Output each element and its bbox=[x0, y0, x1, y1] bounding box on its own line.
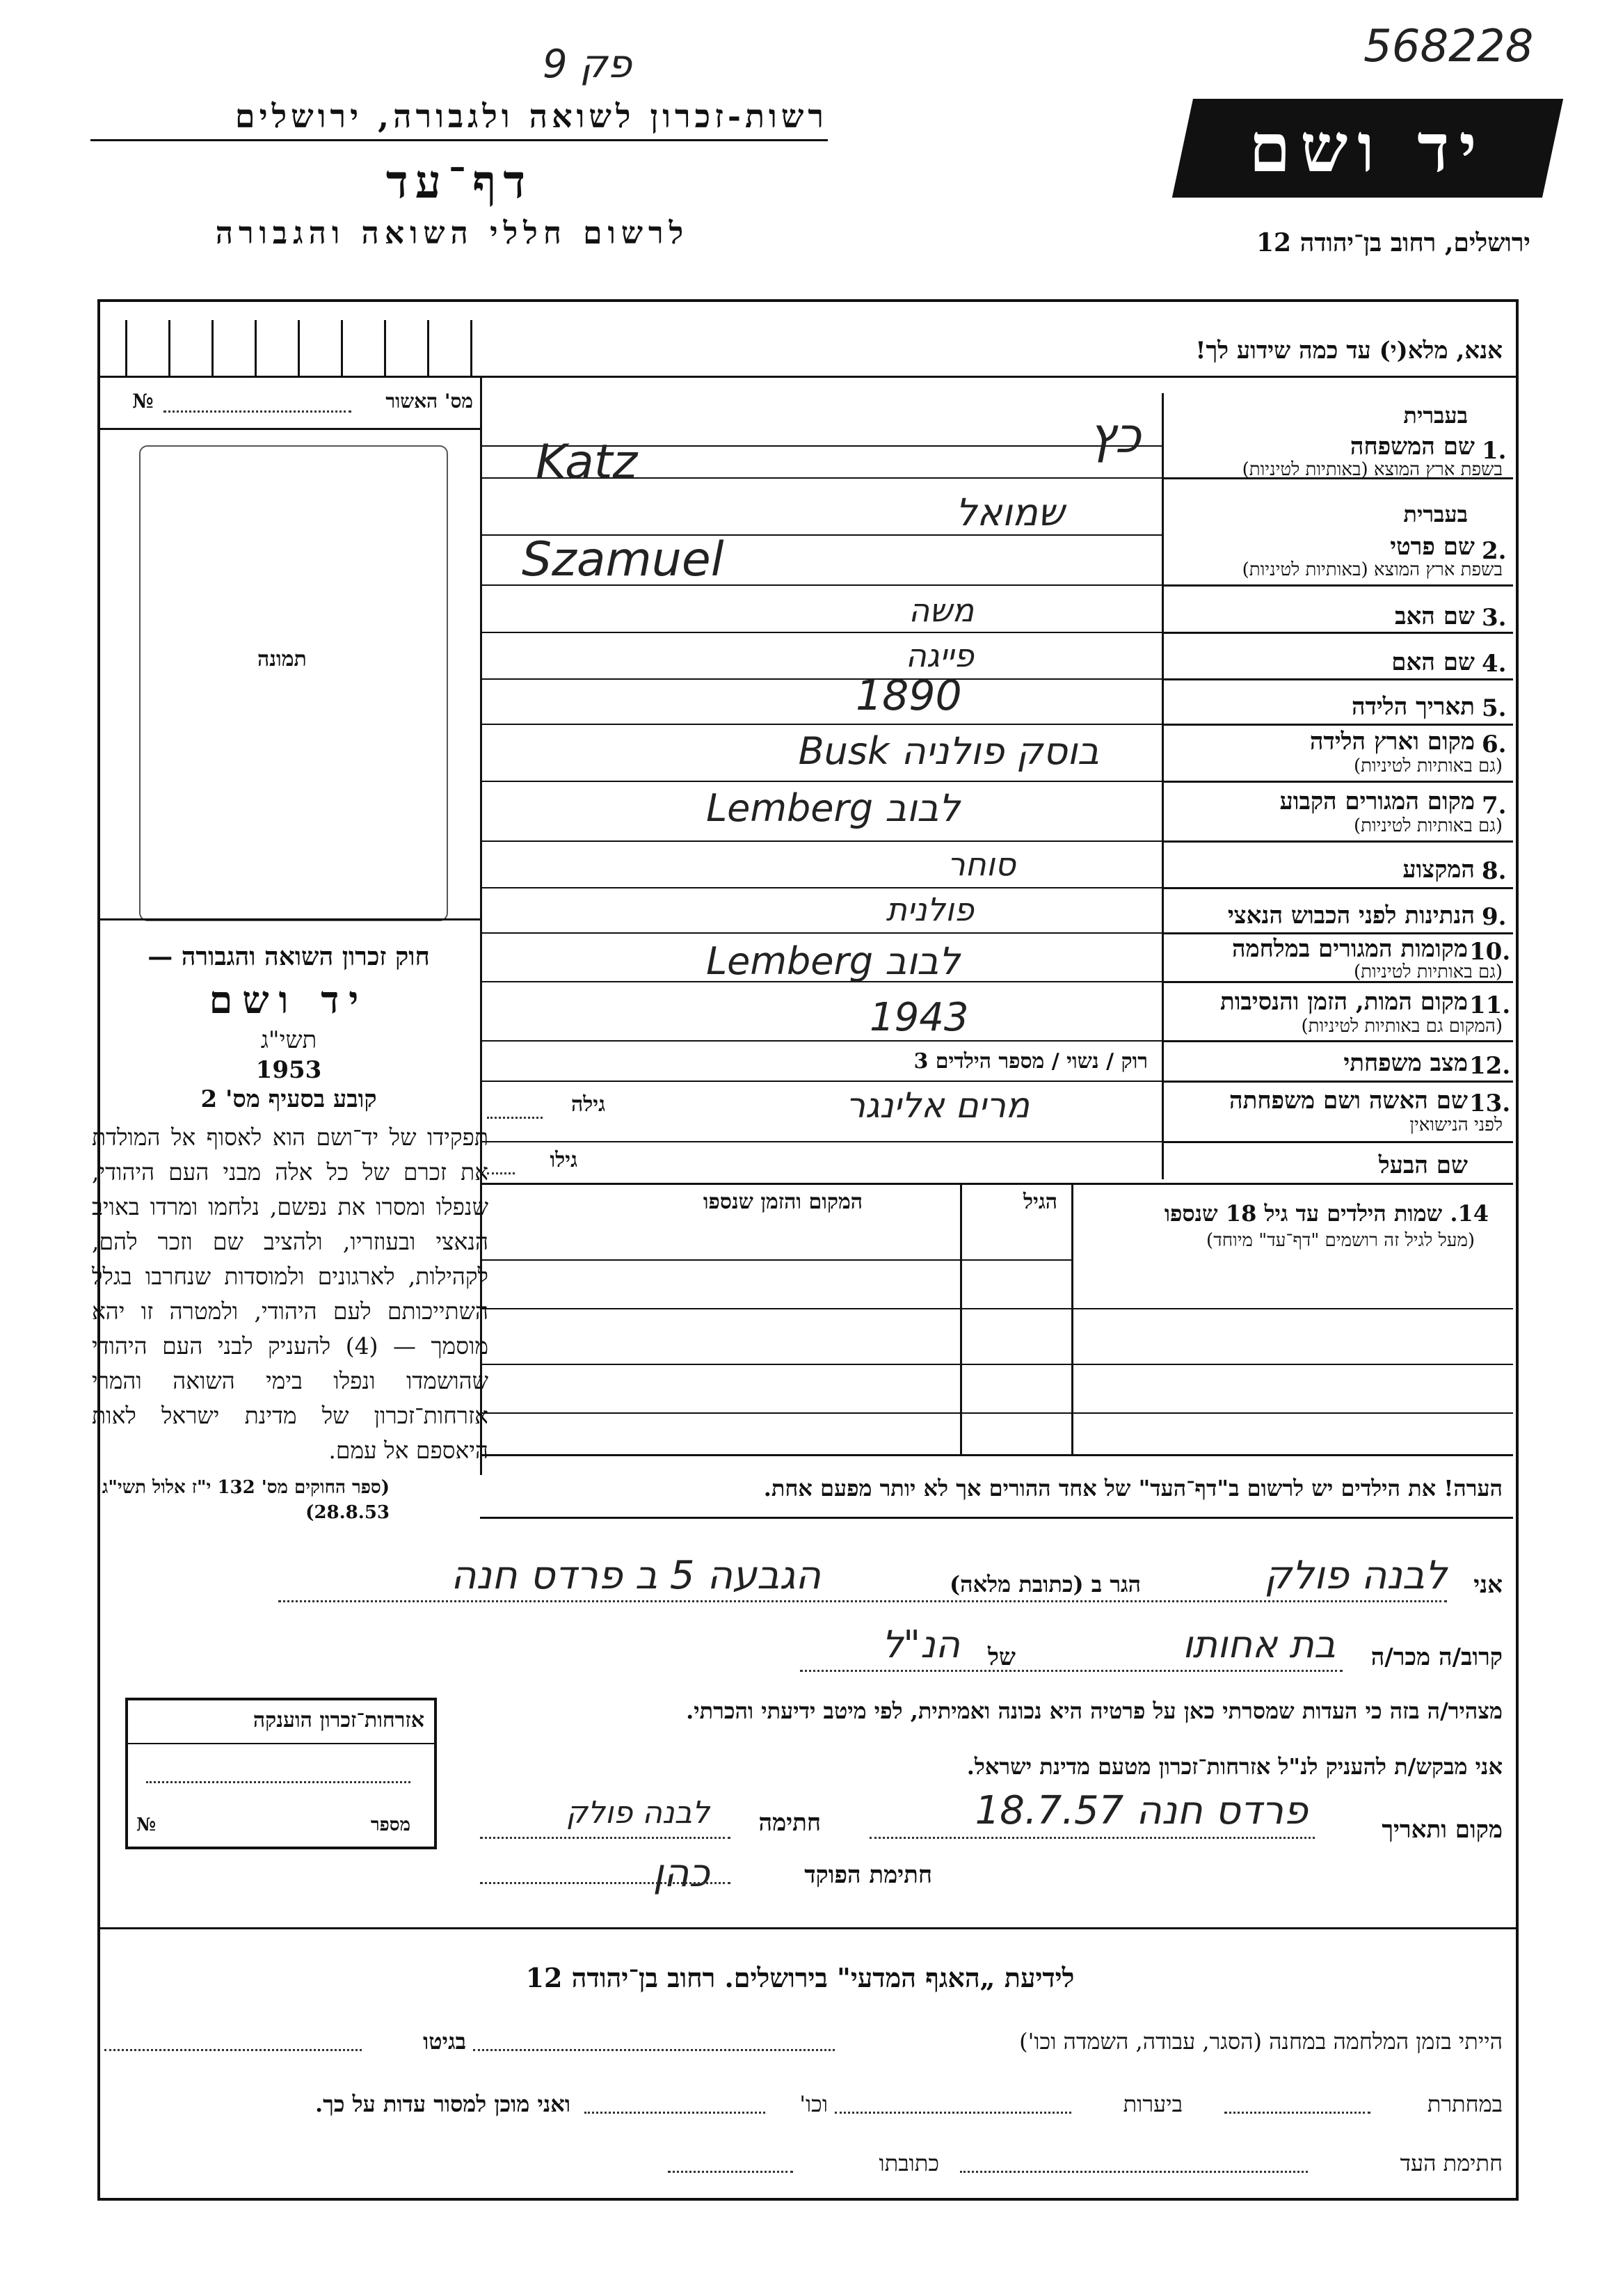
field-7-sub: (גם באותיות לטיניות) bbox=[1353, 815, 1503, 836]
field-10-num: 10. bbox=[1469, 938, 1511, 966]
field-4-label: שם האם bbox=[1391, 648, 1475, 676]
statement-1: מצהיר/ה בזה כי העדות שמסרתי כאן על פרטיה היא נכונה ואמיתית, לפי מיטב ידיעתי והכרתי. bbox=[686, 1698, 1503, 1724]
footer-line2d: ואני מוכן למסור עדות על כך. bbox=[314, 2091, 570, 2117]
of-value[interactable]: הנ"ל bbox=[881, 1623, 960, 1666]
field-9-label: הנתינות לפני הכבוש הנאצי bbox=[1227, 902, 1475, 930]
address: ירושלים, רחוב בן־יהודה 12 bbox=[1256, 228, 1530, 257]
field-1-lang: בעברית bbox=[1403, 402, 1468, 429]
field-6-value[interactable]: בוסק פולניה Busk bbox=[798, 729, 1099, 773]
place-date-label: מקום ותאריך bbox=[1382, 1816, 1503, 1844]
clerk-signature[interactable]: כהן bbox=[653, 1851, 710, 1896]
field-7-value[interactable]: לבוב Lemberg bbox=[706, 786, 960, 830]
field-2-latin-value[interactable]: Szamuel bbox=[522, 532, 724, 587]
field-6-sub: (גם באותיות לטיניות) bbox=[1353, 756, 1503, 776]
field-13-label: שם האשה ושם משפחתה bbox=[1229, 1087, 1468, 1115]
field-10-sub: (גם באותיות לטיניות) bbox=[1353, 962, 1503, 982]
wife-age-label: גילה bbox=[570, 1092, 605, 1117]
citizenship-number-label: מספר bbox=[370, 1815, 410, 1835]
law-title: חוק זכרון השואה והגבורה — bbox=[147, 942, 430, 971]
field-6-label: מקום וארץ הלידה bbox=[1309, 728, 1475, 756]
statement-2: אני מבקש/ת להעניק לנ"ל אזרחות־זכרון מטעם מדינת ישראל. bbox=[966, 1753, 1503, 1780]
photo-label: תמונה bbox=[257, 647, 307, 671]
field-13-num: 13. bbox=[1469, 1090, 1511, 1117]
field-2-label: שם פרטי bbox=[1390, 533, 1475, 561]
field-7-label: מקום המגורים הקבוע bbox=[1279, 788, 1475, 815]
footer-line2b: ביערות bbox=[1123, 2091, 1183, 2117]
field-1-hebrew-value[interactable]: כץ bbox=[1089, 407, 1141, 464]
citizenship-title: אזרחות־זכרון הוענקה bbox=[253, 1708, 424, 1732]
place-date-value[interactable]: פרדס חנה 18.7.57 bbox=[975, 1788, 1308, 1833]
field-4-num: 4. bbox=[1482, 650, 1507, 678]
field-13-sub: לפני הנישואין bbox=[1409, 1115, 1503, 1135]
children-place-header: המקום והזמן שנספו bbox=[703, 1190, 863, 1214]
law-reference: (ספר החוקים מס' 132 י"ז אלול תשי"ג 28.8.53) bbox=[102, 1477, 390, 1523]
field-3-label: שם האב bbox=[1395, 603, 1475, 630]
footer-line2c: וכו' bbox=[799, 2091, 828, 2117]
field-11-sub: (המקום גם באותיות לטיניות) bbox=[1301, 1016, 1503, 1037]
field-7-num: 7. bbox=[1482, 792, 1507, 820]
form-title: דף־עד bbox=[385, 154, 533, 209]
form-subtitle: לרשום חללי השואה והגבורה bbox=[215, 216, 689, 251]
address-label: הגר ב (כתובת מלאה) bbox=[950, 1571, 1141, 1597]
yad-vashem-logo: יד ושם bbox=[1172, 99, 1563, 198]
document-number: 568228 bbox=[1363, 21, 1534, 72]
field-10-value[interactable]: לבוב Lemberg bbox=[706, 939, 960, 983]
relative-label: קרוב/ה מכר/ה bbox=[1370, 1643, 1503, 1671]
note: הערה! את הילדים יש לרשום ב"דף־העד" של אחד ההורים אך לא יותר מפעם אחת. bbox=[763, 1475, 1503, 1501]
field-1-sub: בשפת ארץ המוצא (באותיות לטיניות) bbox=[1242, 459, 1503, 480]
husband-age-label: גילו bbox=[550, 1148, 577, 1172]
authority-title: רשות-זכרון לשואה ולגבורה, ירושלים bbox=[234, 97, 828, 135]
approval-no-sign: № bbox=[132, 390, 154, 413]
field-2-num: 2. bbox=[1482, 537, 1507, 565]
field-4-value[interactable]: פייגה bbox=[905, 637, 974, 674]
field-9-value[interactable]: פולנית bbox=[886, 891, 974, 928]
approval-number-boxes bbox=[125, 320, 473, 376]
field-8-label: המקצוע bbox=[1402, 856, 1475, 884]
field-1-label: שם המשפחה bbox=[1350, 433, 1475, 461]
field-11-num: 11. bbox=[1469, 991, 1511, 1019]
field-6-num: 6. bbox=[1482, 731, 1507, 758]
declarant-label: אני bbox=[1473, 1571, 1503, 1599]
field-10-label: מקומות המגורים במלחמה bbox=[1231, 935, 1468, 963]
field-3-value[interactable]: משה bbox=[909, 591, 974, 629]
field-8-value[interactable]: סוחר bbox=[947, 845, 1016, 883]
field-5-num: 5. bbox=[1482, 694, 1507, 722]
of-label: של bbox=[988, 1643, 1016, 1671]
declarant-address[interactable]: הגבעה 5 ב פרדס חנה bbox=[451, 1553, 821, 1598]
field-2-sub: בשפת ארץ המוצא (באותיות לטיניות) bbox=[1242, 559, 1503, 580]
field-5-label: תאריך הלידה bbox=[1351, 693, 1475, 721]
children-sub: (מעל לגיל זה רושמים "דף־עד" מיוחד) bbox=[1206, 1230, 1475, 1251]
husband-label: שם הבעל bbox=[1378, 1151, 1468, 1179]
field-13-value[interactable]: מרים אלינגר bbox=[845, 1085, 1030, 1126]
law-text: תפקידו של יד־ושם הוא לאסוף אל המולדת את זכרם של כל אלה מבני העם היהודי, שנפלו ומסרו את נפשם, נלחמו ומרדו באויב הנאצי ובעוזריו, ולהציב שם וזכר להם, לקהילות, לארגונים ולמוסדות שנחרבו בגלל השתייכותם לעם היהודי, ולמטרה זו יהא מוסמך — (4) להעניק לבני העם היהודי שהושמדו ונפלו בימי השואה והמרי אזרחות־זכרון של מדינת ישראל לאות היאספם אל עמם. bbox=[92, 1124, 489, 1464]
field-11-label: מקום המות, הזמן והנסיבות bbox=[1219, 988, 1468, 1016]
children-label: 14. שמות הילדים עד גיל 18 שנספו bbox=[1164, 1200, 1489, 1227]
field-9-num: 9. bbox=[1482, 903, 1507, 931]
instruction: אנא, מלא(י) עד כמה שידוע לך! bbox=[1195, 337, 1503, 365]
law-year: 1953 bbox=[255, 1056, 322, 1084]
footer-line3b: כתובתו bbox=[879, 2150, 939, 2176]
children-age-header: הגיל bbox=[1023, 1190, 1057, 1214]
page-mark: פק 9 bbox=[543, 42, 632, 87]
law-name: יד ושם bbox=[209, 978, 369, 1022]
field-2-lang: בעברית bbox=[1403, 501, 1468, 527]
field-1-num: 1. bbox=[1482, 437, 1507, 465]
footer-line2a: במחתרת bbox=[1427, 2091, 1503, 2117]
signature-value[interactable]: לבנה פולק bbox=[566, 1795, 710, 1831]
law-year-heb: תשי"ג bbox=[260, 1026, 317, 1054]
field-1-latin-value[interactable]: Katz bbox=[536, 435, 638, 490]
field-2-hebrew-value[interactable]: שמואל bbox=[955, 491, 1064, 534]
field-12-label: מצב משפחתי bbox=[1343, 1049, 1468, 1077]
field-11-value[interactable]: 1943 bbox=[870, 995, 969, 1040]
field-3-num: 3. bbox=[1482, 604, 1507, 632]
field-12-value[interactable]: רוק / נשוי / מספר הילדים 3 bbox=[913, 1049, 1148, 1074]
field-12-num: 12. bbox=[1469, 1052, 1511, 1080]
declarant-name[interactable]: לבנה פולק bbox=[1264, 1553, 1447, 1598]
footer-title: לידיעת „האגף המדעי" בירושלים. רחוב בן־יהודה 12 bbox=[525, 1962, 1075, 1993]
citizenship-no-sign: № bbox=[136, 1815, 157, 1835]
approval-no-label: מס' האשור bbox=[385, 390, 473, 413]
footer-line1b: בגיטו bbox=[423, 2028, 466, 2055]
field-5-value[interactable]: 1890 bbox=[856, 671, 962, 720]
footer-line1a: הייתי בזמן המלחמה במחנה (הסגר, עבודה, השמדה וכו') bbox=[1019, 2028, 1503, 2055]
field-8-num: 8. bbox=[1482, 857, 1507, 885]
clerk-label: חתימת הפוקד bbox=[804, 1861, 932, 1889]
footer-line3a: חתימת העד bbox=[1400, 2150, 1503, 2176]
law-clause: קובע בסעיף מס' 2 bbox=[200, 1085, 377, 1113]
signature-label: חתימה bbox=[758, 1809, 821, 1837]
photo-box bbox=[139, 445, 448, 921]
relative-value[interactable]: בת אחותו bbox=[1182, 1623, 1336, 1666]
